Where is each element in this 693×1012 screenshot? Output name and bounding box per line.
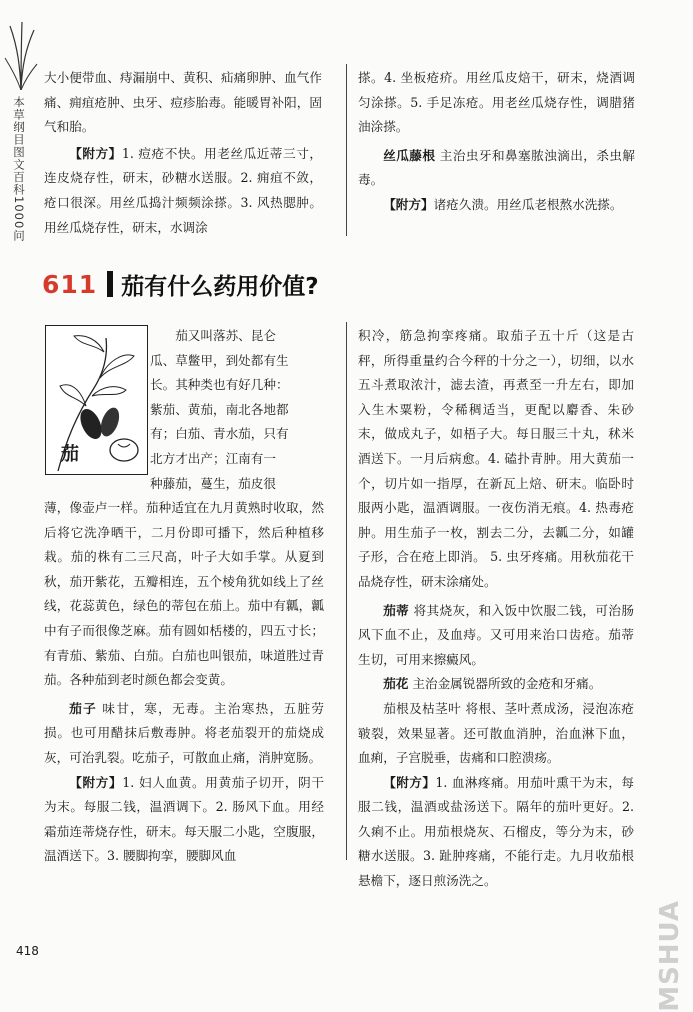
fufang-text: 诸疮久溃。用丝瓜老根熬水洗搽。 [433, 196, 623, 212]
question-title: 茄有什么药用价值? [121, 273, 319, 300]
paragraph [358, 599, 634, 673]
fufang-text: 1. 血淋疼痛。用茄叶熏干为末，每服二钱，温酒或盐汤送下。隔年的茄叶更好。2. 久痢不止。用茄根烧灰、石榴皮，等分为末，砂糖水送服。3. 趾肿疼痛，不能行走。九月收茄根悬檐下，逐日煎汤洗之。 [358, 774, 635, 889]
term-heading: 茄花 [383, 676, 409, 692]
left-column-intro [150, 324, 324, 496]
column-divider [346, 64, 347, 236]
illustration-label: 茄 [61, 444, 79, 465]
fufang-heading: 【附方】 [383, 196, 434, 212]
right-column-body [358, 324, 634, 894]
question-number: 611 [42, 269, 98, 299]
page-number: 418 [16, 944, 39, 958]
paragraph [358, 193, 635, 218]
paragraph: 搽。4. 坐板疮疥。用丝瓜皮焙干，研末，烧酒调匀涂搽。5. 手足冻疮。用老丝瓜烧存性，调腊猪油涂搽。 [358, 70, 635, 135]
paragraph: 大小便带血、痔漏崩中、黄积、疝痛卵肿、血气作痛、痈疽疮肿、虫牙、痘疹胎毒。能暖胃补阳，固气和胎。 [44, 70, 322, 135]
term-heading: 丝瓜藤根 [383, 147, 436, 163]
intro-line: 长。其种类也有好几种： [150, 377, 289, 393]
term-heading: 茄蒂 [383, 602, 410, 618]
left-column-body [44, 496, 324, 869]
paragraph: 积冷，筋急拘挛疼痛。取茄子五十斤（这是古秤，所得重量约合今秤的十分之一），切细，以水五斗煮取浓汁，滤去渣，再煮至一升左右，即加入生木粟粉，令稀稠适当，更配以麝香、朱砂末，做成丸子，如梧子大。每日服三十丸，秫米酒送下。一月后病愈。4. 磕扑青肿。用大黄茄一个，切片如一指厚，在新瓦上焙、研末。临卧时服两小匙，温酒调服。一夜伤消无痕。4. 热毒疮肿。用生茄子一枚，割去二分，去瓤二分，如罐子形，合在疮上即消。 5. 虫牙疼痛。用秋茄花干品烧存性，研末涂痛处。 [358, 328, 634, 589]
term-text: 味甘，寒，无毒。主治寒热，五脏劳损。也可用醋抹后敷毒肿。将老茄裂开的茄烧成灰，可治乳裂。吃茄子，可散血止痛，消肿宽肠。 [44, 700, 324, 765]
paragraph [44, 697, 324, 771]
column-divider [346, 322, 347, 860]
intro-line: 种藤茄，蔓生，茄皮很 [150, 475, 276, 491]
paragraph [358, 771, 634, 894]
question-heading [42, 264, 319, 304]
term-heading: 茄子 [69, 700, 98, 716]
paragraph [358, 672, 634, 697]
term-text: 将其烧灰，和入饭中饮服二钱，可治肠风下血不止，及血痔。又可用来治口齿疮。茄蒂生切，可用来擦癜风。 [358, 602, 634, 667]
fufang-heading: 【附方】 [69, 774, 123, 790]
paragraph [44, 142, 322, 240]
fufang-text: 1. 妇人血黄。用黄茄子切开，阴干为末。每服二钱，温酒调下。2. 肠风下血。用经霜茄连蒂烧存性，研末。每天服二小匙，空腹服，温酒送下。3. 腰脚拘挛，腰脚风血 [44, 774, 324, 864]
intro-line: 紫茄、黄茄，南北各地都 [150, 401, 289, 417]
paragraph [358, 144, 635, 193]
heading-bar [107, 271, 113, 297]
term-text: 主治虫牙和鼻塞脓浊滴出，杀虫解毒。 [358, 147, 635, 188]
intro-line: 茄又叫落苏、昆仑 [175, 328, 276, 343]
paragraph: 薄，像壶卢一样。茄种适宜在九月黄熟时收取，然后将它洗净晒干，二月份即可播下，然后种植移栽。茄的株有二三尺高，叶子大如手掌。从夏到秋，茄开紫花，五瓣相连，五个棱角犹如线上了丝线，花蕊黄色，绿色的蒂包在茄上。茄中有瓤，瓤中有子而很像芝麻。茄有圆如栝楼的，四五寸长；有青茄、紫茄、白茄。白茄也叫银茄，味道胜过青茄。各种茄到老时颜色都会变黄。 [44, 500, 324, 688]
fufang-text: 1. 痘疮不快。用老丝瓜近蒂三寸，连皮烧存性，研末，砂糖水送服。2. 痈疽不敛，疮口很深。用丝瓜捣汁频频涂搽。3. 风热腮肿。用丝瓜烧存性，研末，水调涂 [44, 145, 322, 235]
watermark: MSHUA [655, 900, 685, 1012]
fufang-heading: 【附方】 [383, 774, 436, 790]
intro-line: 北方才出产；江南有一 [150, 450, 276, 466]
eggplant-illustration [45, 325, 148, 475]
grass-logo-icon [4, 18, 38, 90]
fufang-heading: 【附方】 [69, 145, 122, 161]
paragraph [44, 771, 324, 869]
intro-line: 瓜、草鳖甲，到处都有生 [150, 352, 289, 368]
top-left-column [44, 66, 322, 240]
side-book-title: 本草纲目图文百科1000问 [12, 96, 26, 242]
term-text: 主治金属锐器所致的金疮和牙痛。 [408, 676, 602, 692]
paragraph: 茄根及枯茎叶 将根、茎叶煮成汤，浸泡冻疮皲裂，效果显著。还可散血消肿，治血淋下血，血痢，子宫脱垂，齿痛和口腔溃疡。 [358, 700, 634, 766]
top-right-column [358, 66, 635, 218]
intro-line: 有；白茄、青水茄，只有 [150, 426, 289, 442]
